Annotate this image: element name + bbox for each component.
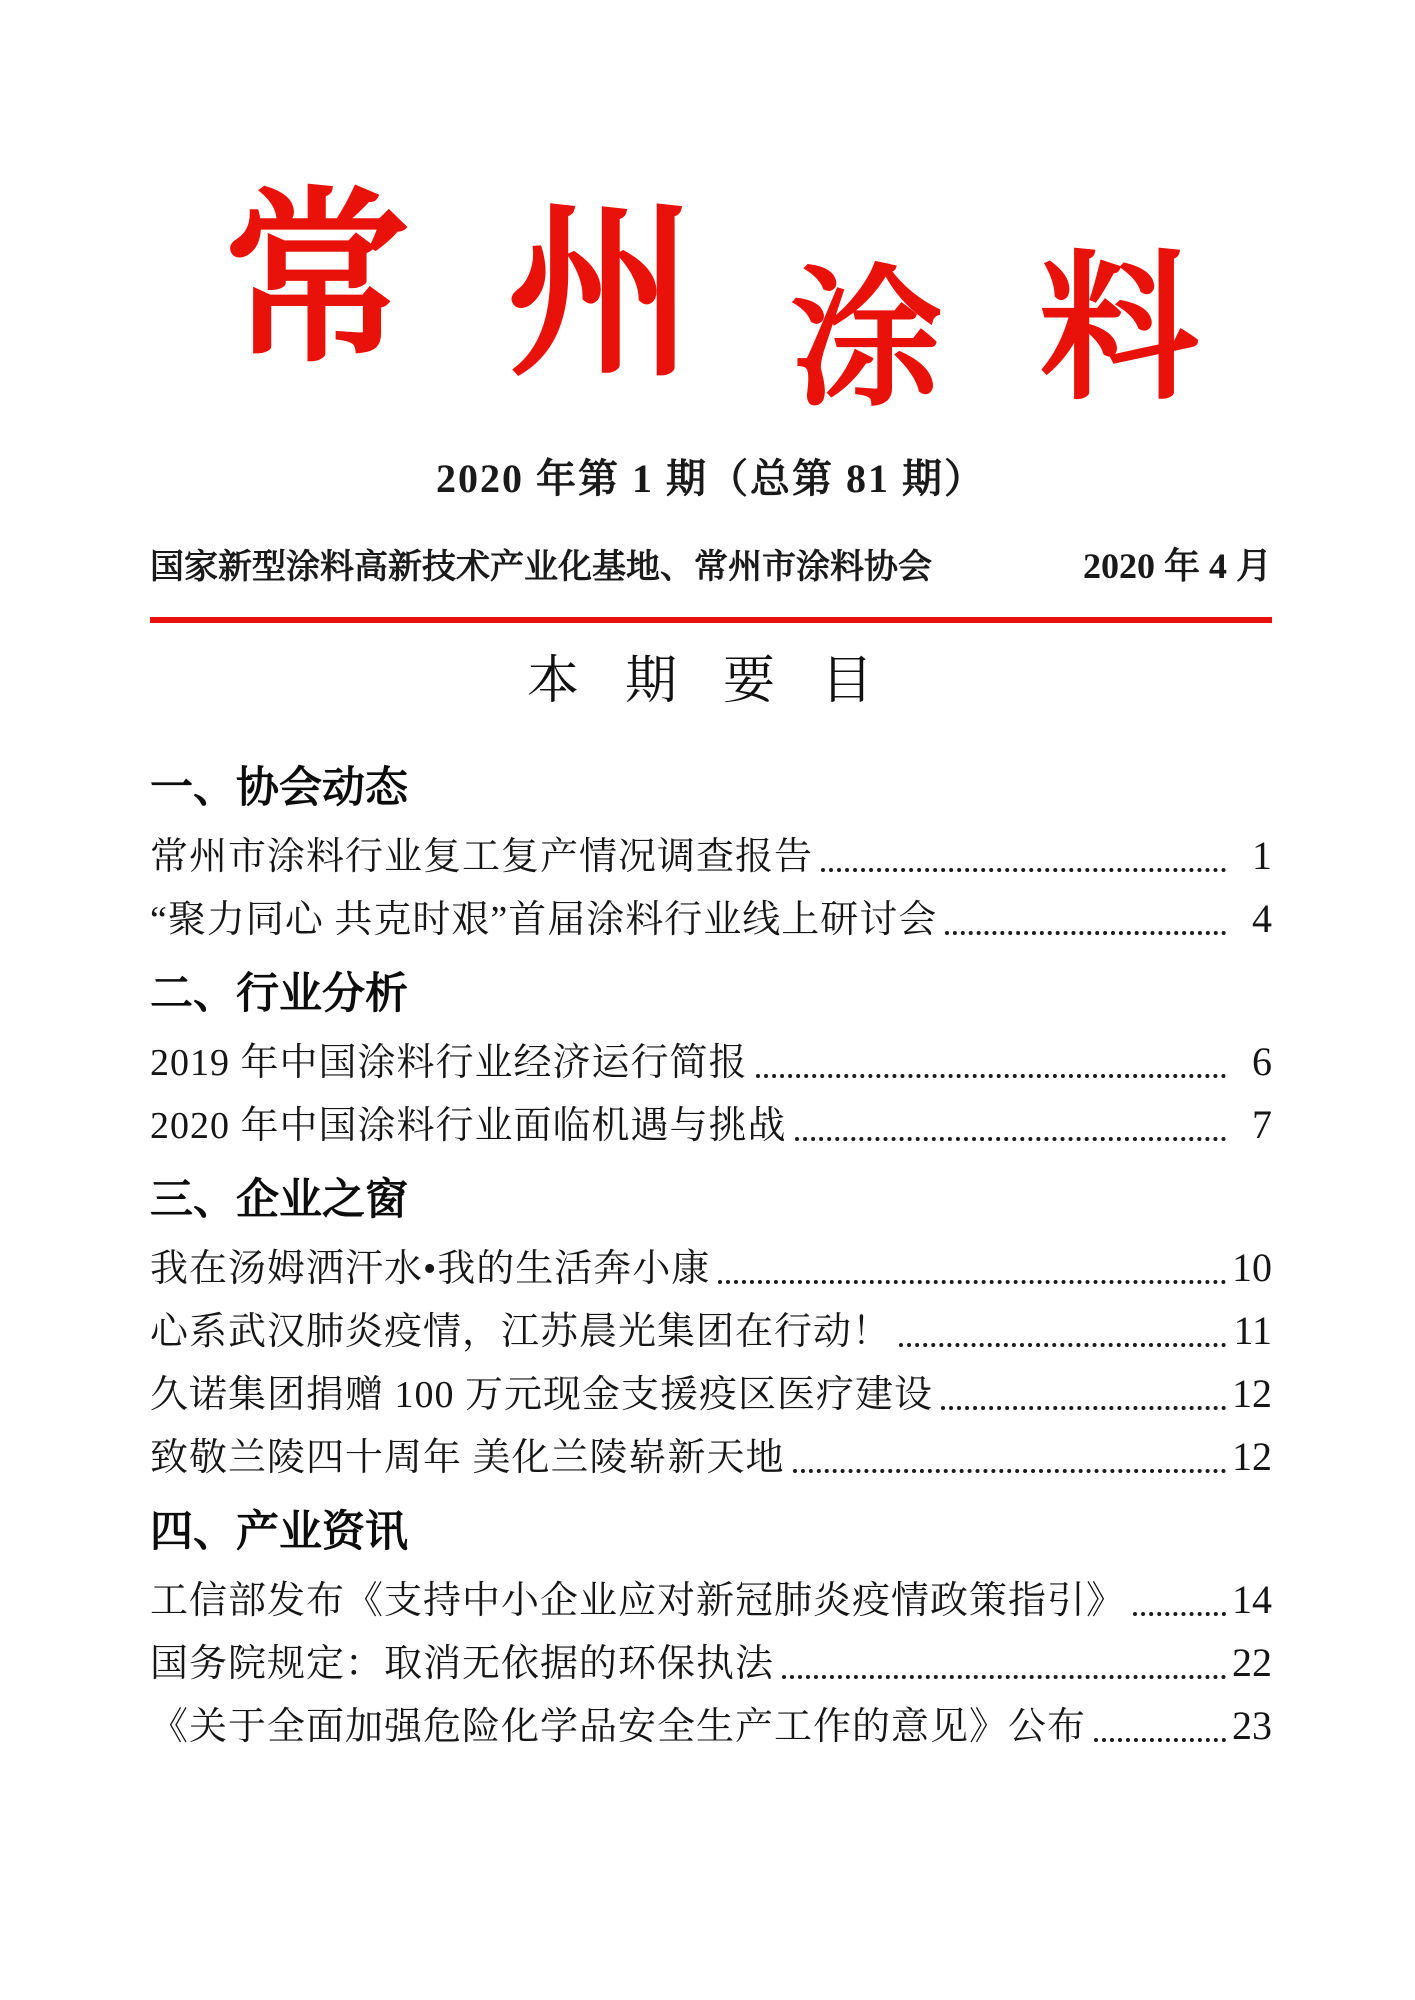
toc-entry — [150, 1632, 1272, 1695]
title-char-3: 涂 — [790, 248, 943, 427]
toc-entry-title: “聚力同心 共克时艰”首届涂料行业线上研讨会 — [150, 899, 938, 941]
dot-leader — [941, 1406, 1226, 1410]
toc-entry-title: 久诺集团捐赠 100 万元现金支援疫区医疗建设 — [150, 1374, 934, 1416]
dot-leader — [756, 1074, 1226, 1078]
dot-leader — [899, 1343, 1226, 1347]
toc-entry-title: 国务院规定：取消无依据的环保执法 — [150, 1643, 775, 1685]
dot-leader — [795, 1137, 1226, 1141]
toc-entry — [150, 1363, 1272, 1426]
dot-leader — [718, 1280, 1226, 1284]
toc-entry-page-number: 14 — [1232, 1577, 1272, 1622]
toc-entry-page-number: 12 — [1232, 1371, 1272, 1416]
toc-entry — [150, 1237, 1272, 1300]
toc-section-heading-2: 二、行业分析 — [150, 970, 408, 1018]
toc-entry — [150, 1031, 1272, 1094]
toc-entry-page-number: 6 — [1252, 1039, 1272, 1084]
toc-entry-page-number: 10 — [1232, 1245, 1272, 1290]
toc-entry-page-number: 4 — [1252, 896, 1272, 941]
toc-entry-page-number: 12 — [1232, 1434, 1272, 1479]
masthead — [150, 168, 1272, 623]
dot-leader — [1133, 1612, 1226, 1616]
toc-entry-title: 工信部发布《支持中小企业应对新冠肺炎疫情政策指引》 — [150, 1580, 1126, 1622]
toc-entry-page-number: 11 — [1233, 1308, 1272, 1353]
toc-title: 本期要目 — [526, 652, 919, 710]
toc-entry-page-number: 22 — [1232, 1640, 1272, 1685]
title-char-1: 常 — [222, 168, 411, 389]
toc-entry-title: 我在汤姆洒汗水•我的生活奔小康 — [150, 1248, 711, 1290]
toc-entry — [150, 1569, 1272, 1632]
dot-leader — [793, 1469, 1226, 1473]
dot-leader — [782, 1675, 1226, 1679]
issue-line: 2020 年第 1 期（总第 81 期） — [436, 456, 986, 501]
publish-date: 2020 年 4 月 — [1082, 546, 1272, 586]
toc-entry — [150, 1426, 1272, 1489]
toc-section-heading-1: 一、协会动态 — [150, 764, 408, 812]
table-of-contents — [150, 761, 1272, 1758]
publisher-name: 国家新型涂料高新技术产业化基地、常州市涂料协会 — [150, 548, 932, 586]
toc-entry — [150, 1695, 1272, 1758]
journal-title-calligraphy — [150, 168, 1272, 430]
toc-entry-page-number: 7 — [1252, 1102, 1272, 1147]
dot-leader — [821, 868, 1226, 872]
publisher-row — [150, 544, 1272, 589]
toc-entry-page-number: 23 — [1232, 1703, 1272, 1748]
toc-entry-title: 致敬兰陵四十周年 美化兰陵崭新天地 — [150, 1437, 785, 1479]
toc-entry — [150, 825, 1272, 888]
toc-entry-title: 《关于全面加强危险化学品安全生产工作的意见》公布 — [150, 1706, 1087, 1748]
dot-leader — [1094, 1738, 1226, 1742]
red-divider-rule — [150, 617, 1272, 623]
toc-entry — [150, 1094, 1272, 1157]
toc-entry-title: 常州市涂料行业复工复产情况调查报告 — [150, 836, 814, 878]
toc-entry-title: 心系武汉肺炎疫情，江苏晨光集团在行动！ — [150, 1311, 892, 1353]
toc-entry-title: 2019 年中国涂料行业经济运行简报 — [150, 1042, 748, 1084]
title-char-2: 州 — [506, 182, 695, 403]
toc-entry-title: 2020 年中国涂料行业面临机遇与挑战 — [150, 1105, 787, 1147]
toc-entry — [150, 888, 1272, 951]
page-content — [150, 0, 1272, 1758]
toc-section-heading-3: 三、企业之窗 — [150, 1176, 408, 1224]
dot-leader — [945, 931, 1226, 935]
toc-section-heading-4: 四、产业资讯 — [150, 1508, 408, 1556]
toc-entry-page-number: 1 — [1252, 833, 1272, 878]
title-char-4: 料 — [1038, 234, 1199, 422]
toc-entry — [150, 1300, 1272, 1363]
